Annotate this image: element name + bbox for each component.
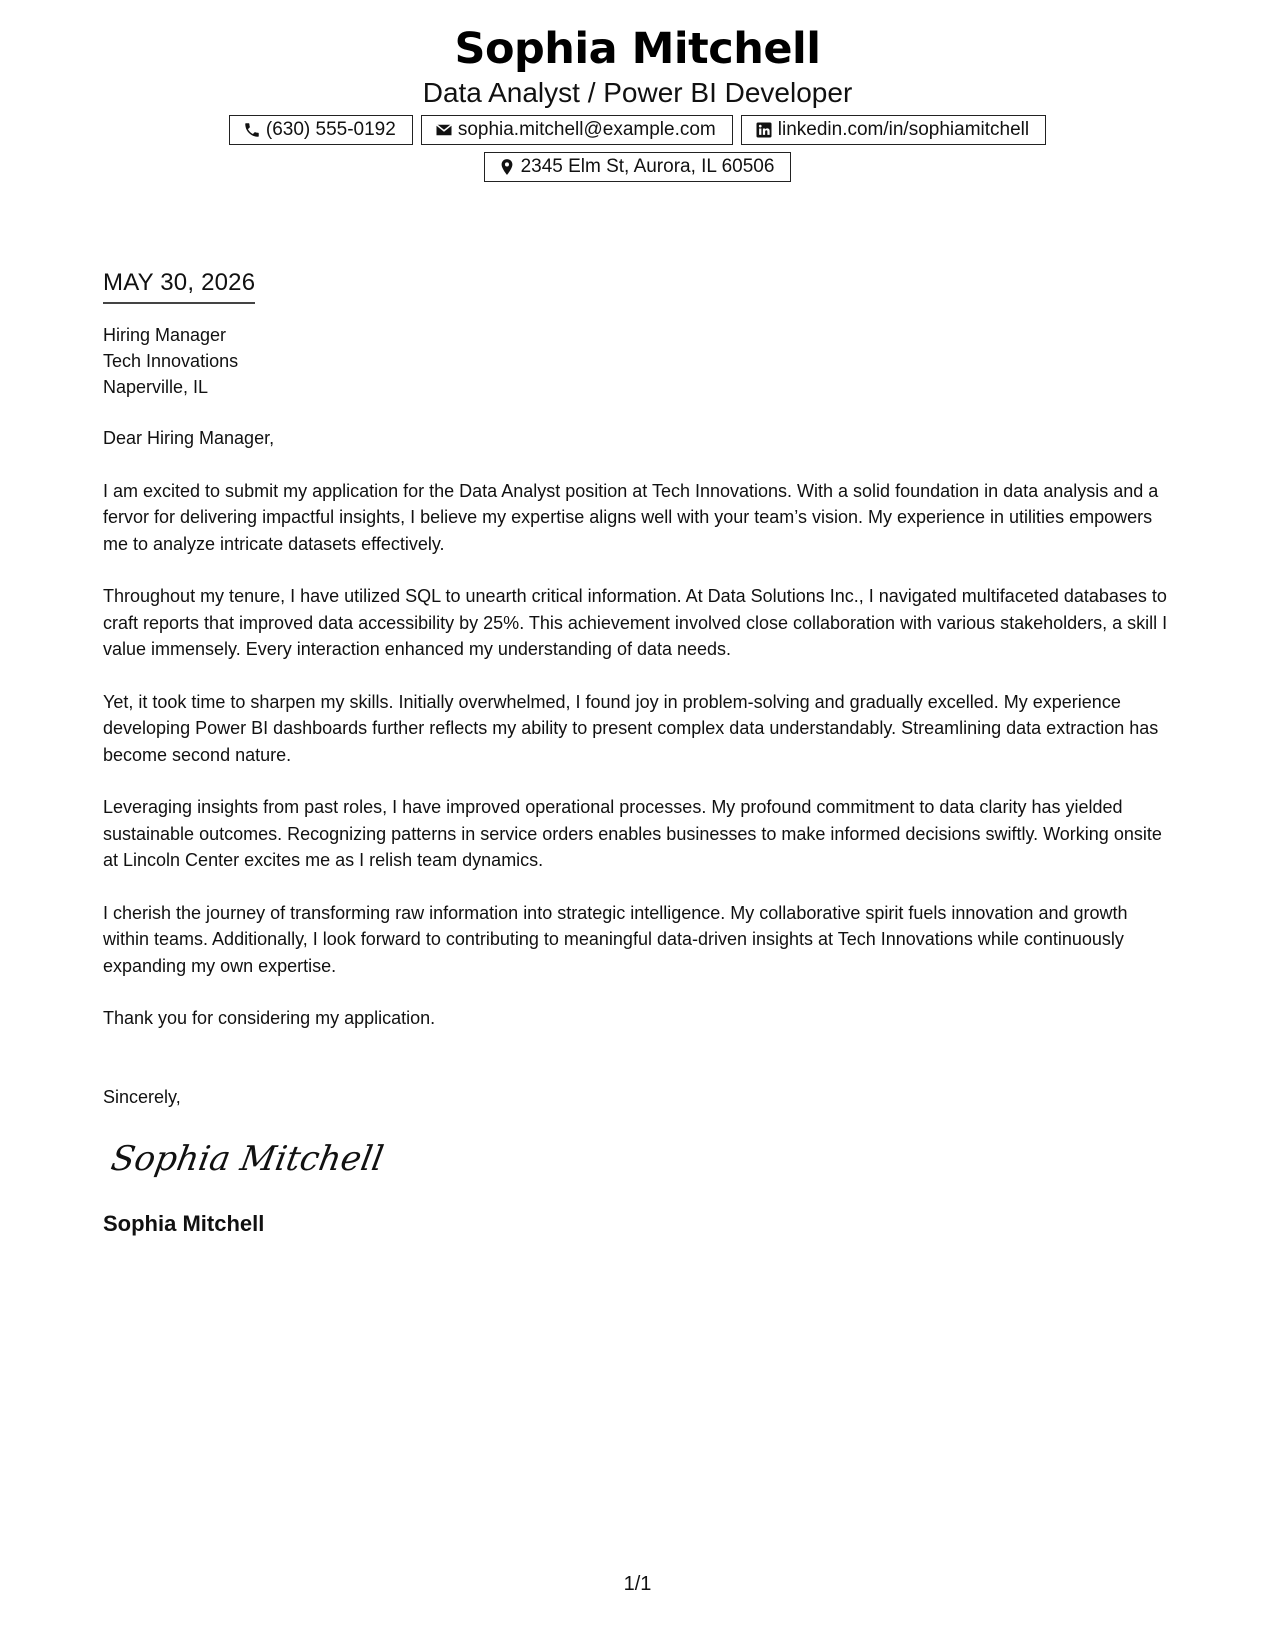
paragraph: Yet, it took time to sharpen my skills. Initially overwhelmed, I found joy in problem-solving and gradually excelled. My experience developing Power BI dashboards further reflects my ability to present complex data understandably. Streamlining data extraction has become second nature.: [103, 691, 1159, 765]
contact-address-text: 2345 Elm St, Aurora, IL 60506: [520, 156, 775, 177]
paragraph: I am excited to submit my application for the Data Analyst position at Tech Innovations. With a solid foundation in data analysis and a fervor for delivering impactful insights, I believe my expertise aligns well with your team’s vision. My experience in utilities empowers me to analyze intricate datasets effectively.: [103, 480, 1159, 554]
paragraph: I cherish the journey of transforming raw information into strategic intelligence. My collaborative spirit fuels innovation and growth within teams. Additionally, I look forward to contributing to meaningful data-driven insights at Tech Innovations while continuously expanding my own expertise.: [103, 902, 1128, 976]
paragraph: Throughout my tenure, I have utilized SQL to unearth critical information. At Data Solutions Inc., I navigated multifaceted databases to craft reports that improved data accessibility by 25%. This achievement involved close collaboration with various stakeholders, a skill I value immensely. Every interaction enhanced my understanding of data needs.: [103, 586, 1168, 659]
contact-email-text: sophia.mitchell@example.com: [457, 119, 716, 140]
contact-email[interactable]: [421, 115, 733, 145]
paragraph-thanks: Thank you for considering my application.: [103, 1008, 436, 1028]
paragraph: Leveraging insights from past roles, I have improved operational processes. My profound commitment to data clarity has yielded sustainable outcomes. Recognizing patterns in service orders enables businesses to make informed decisions swiftly. Working onsite at Lincoln Center excites me as I relish team dynamics.: [103, 797, 1162, 870]
contact-linkedin[interactable]: [741, 115, 1046, 145]
contact-address[interactable]: [484, 152, 792, 182]
recipient-title: Hiring Manager: [103, 325, 227, 345]
letter-greeting: Dear Hiring Manager,: [103, 428, 275, 448]
map-pin-icon: [498, 158, 516, 176]
applicant-role: Data Analyst / Power BI Developer: [422, 77, 853, 108]
contact-phone-text: (630) 555-0192: [265, 119, 396, 140]
letter-header: [0, 22, 1275, 182]
recipient-company: Tech Innovations: [103, 351, 239, 371]
letter-closing: Sincerely,: [103, 1086, 181, 1107]
contact-row-primary: [0, 115, 1275, 145]
contact-phone[interactable]: [229, 115, 413, 145]
page-number: 1/1: [623, 1573, 652, 1595]
handwritten-signature: [108, 1128, 387, 1186]
linkedin-icon: [755, 121, 773, 139]
envelope-icon: [435, 121, 453, 139]
signer-name: Sophia Mitchell: [103, 1210, 265, 1236]
contact-row-secondary: [0, 152, 1275, 182]
applicant-name: Sophia Mitchell: [454, 24, 821, 74]
recipient-location: Naperville, IL: [103, 377, 209, 397]
contact-linkedin-text: linkedin.com/in/sophiamitchell: [777, 119, 1030, 140]
letter-body: [103, 268, 1173, 1238]
phone-icon: [243, 121, 261, 139]
recipient-block: [103, 322, 1173, 400]
letter-date: MAY 30, 2026: [103, 268, 255, 304]
signature-glyphs: Sophia Mitchell: [108, 1139, 387, 1179]
